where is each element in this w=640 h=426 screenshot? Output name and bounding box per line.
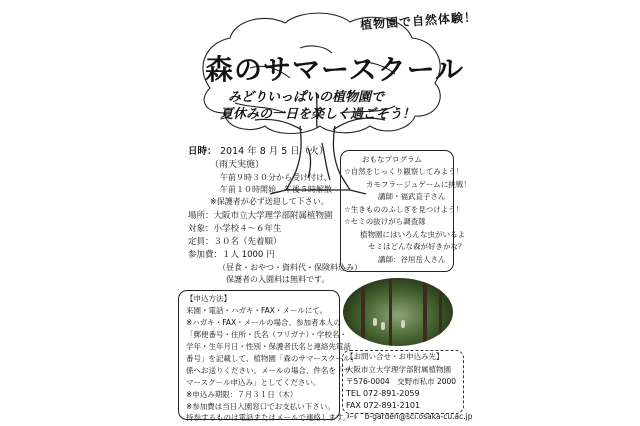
- apply-line: 学年・生年月日・性別・保護者氏名と連絡先電話: [186, 342, 351, 351]
- header-banner: 植物園で自然体験！: [359, 9, 478, 33]
- apply-line: 持参するものは電話またはメールで連絡します。: [186, 413, 351, 422]
- capacity: 定員：３０名（先着順）: [188, 237, 282, 247]
- contact-email[interactable]: ﾒｰﾙ b-garden@sci.osaka-cu.ac.jp: [346, 412, 473, 421]
- program-line: ☆自然をじっくり観察してみよう！: [344, 167, 464, 176]
- program-line: 講師：谷垣岳人さん: [378, 255, 446, 264]
- apply-line: ※ハガキ・FAX・メールの場合、参加者本人の: [186, 318, 342, 327]
- program-line: 植物園にはいろんな虫がいるよ: [360, 230, 465, 239]
- guardian-fee-note: 保護者の入園料は無料です。: [226, 275, 330, 284]
- page-title: 森のサマースクール: [205, 53, 465, 86]
- apply-line: 「郵便番号・住所・氏名（フリガナ）・学校名・: [186, 330, 347, 339]
- rain-note: （雨天実施）: [210, 160, 265, 170]
- target: 対象：小学校４～６年生: [188, 224, 282, 234]
- contact-heading: 【お問い合せ・お申込み先】: [346, 352, 444, 361]
- apply-line: 来園・電話・ハガキ・FAX・メールにて。: [186, 306, 328, 315]
- program-line: ☆生きもののふしぎを見つけよう！: [344, 205, 464, 214]
- event-hours: 午前１０時開始、午後５時解散: [220, 185, 332, 194]
- program-line: カモフラージュゲームに挑戦！: [366, 180, 471, 189]
- apply-line: 係へお送りください。メールの場合、件名を「サ: [186, 366, 351, 375]
- date-label: 日時：: [188, 146, 217, 157]
- apply-heading: 【申込方法】: [186, 294, 231, 303]
- forest-photo: [343, 278, 453, 346]
- contact-org: 大阪市立大学理学部附属植物園: [346, 365, 451, 374]
- subtitle-line-2: 夏休みの一日を楽しく過ごそう！: [220, 107, 416, 122]
- apply-line: マースクール申込み」としてください。: [186, 378, 321, 387]
- apply-line: ※申込み期限：７月３１日（木）: [186, 390, 298, 399]
- contact-tel: TEL 072-891-2059: [346, 389, 420, 398]
- date-value: 2014 年 8 月 5 日（火）: [220, 146, 329, 157]
- pickup-note: ※保護者が必ず送迎して下さい。: [210, 197, 329, 206]
- program-line: 講師・福武直子さん: [378, 192, 446, 201]
- contact-address: 〒576-0004 交野市私市 2000: [346, 377, 457, 386]
- apply-line: ※参加費は当日入園窓口でお支払い下さい。: [186, 402, 335, 411]
- apply-line: 番号」を記載して、植物園「森のサマースクール」: [186, 354, 358, 363]
- fee: 参加費：１人 1000 円: [188, 250, 275, 260]
- fee-note: （昼食・おやつ・資料代・保険料込み）: [218, 263, 362, 272]
- program-line: セミはどんな森が好きかな？: [368, 242, 466, 251]
- program-line: ☆セミの抜けがら調査隊: [344, 217, 426, 226]
- subtitle-line-1: みどりいっぱいの植物園で: [228, 90, 385, 105]
- place: 場所：大阪市立大学理学部附属植物園: [188, 211, 333, 221]
- reception-time: 午前９時３０分から受け付け、: [220, 173, 332, 182]
- contact-fax: FAX 072-891-2101: [346, 401, 421, 410]
- program-heading: おもなプログラム: [362, 155, 422, 164]
